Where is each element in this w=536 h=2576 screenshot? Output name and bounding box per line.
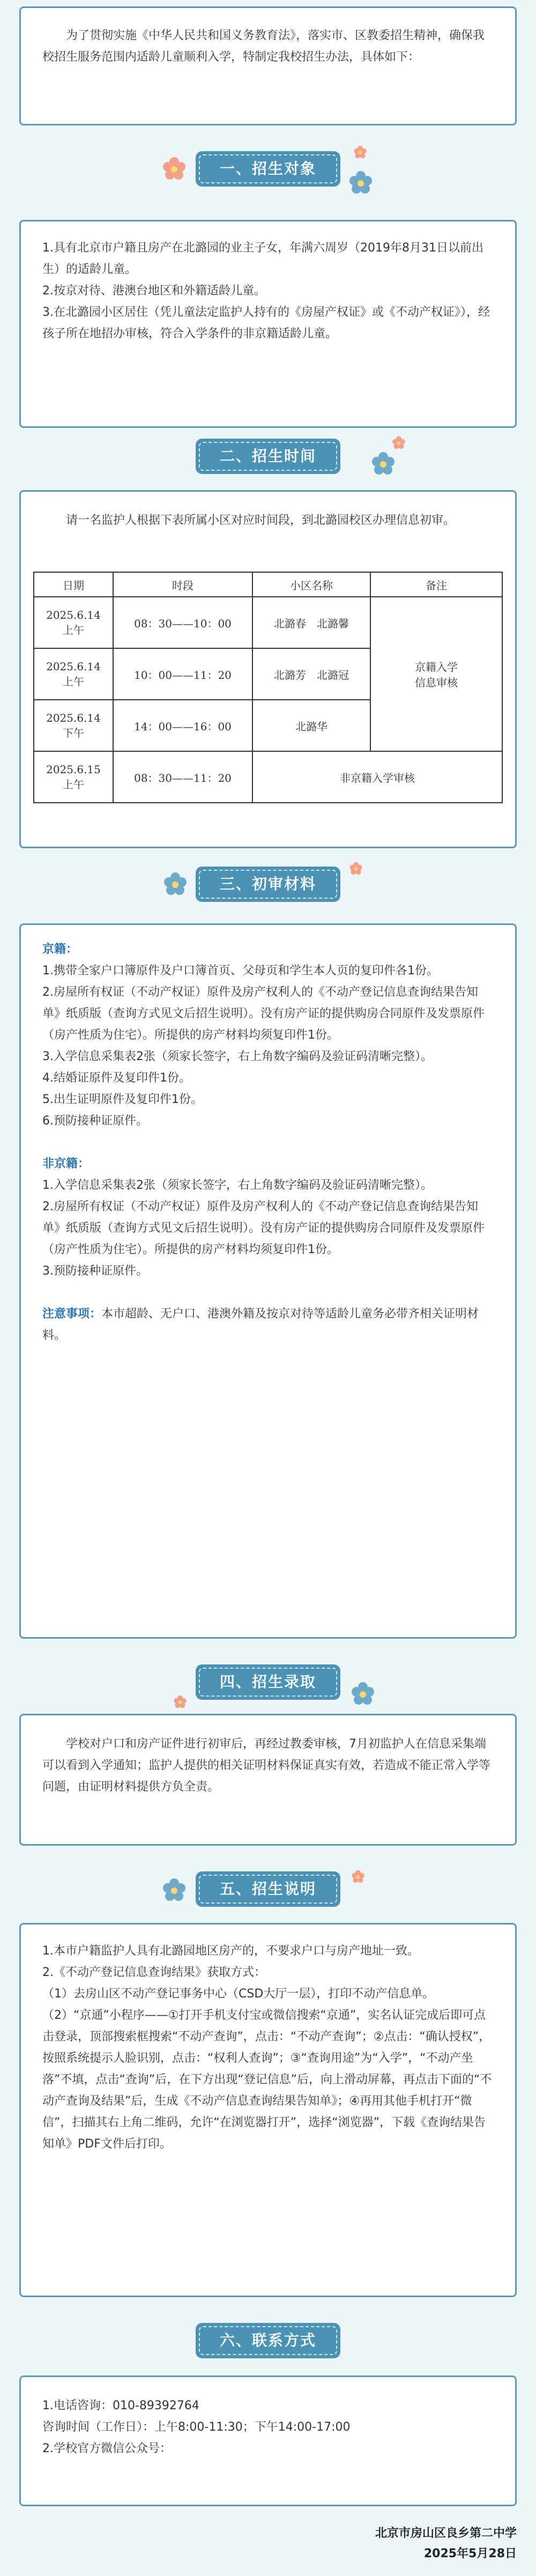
row-community: 北潞芳 北潞冠 — [252, 648, 370, 700]
row-date: 2025.6.14 — [46, 660, 101, 673]
row-time: 14：00——16：00 — [113, 700, 252, 751]
note-line-2: 信息审核 — [415, 676, 458, 689]
row-date: 2025.6.14 — [46, 608, 101, 621]
local-item: 2.房屋所有权证（不动产权证）原件及房产权利人的《不动产登记信息查询结果告知单》纸质版（查询方式见文后招生说明）。没有房产证的提供购房合同原件及发票原件（房产性质为住宅）。所提供的房产材料均须复印件1份。 — [42, 986, 485, 1042]
row-ampm: 上午 — [63, 623, 84, 636]
row-ampm: 下午 — [63, 726, 84, 739]
contact-wechat: 2.学校官方微信公众号： — [42, 2442, 172, 2455]
section-5-title: 五、招生说明 — [219, 1880, 316, 1898]
table-header: 时段 — [113, 572, 252, 597]
flower-icon — [351, 1869, 366, 1884]
footer-school: 北京市房山区良乡第二中学 — [375, 2527, 517, 2540]
table-header: 日期 — [34, 572, 113, 597]
section-6-title: 六、联系方式 — [219, 2331, 316, 2349]
flower-icon — [348, 861, 363, 876]
intro-box — [19, 6, 517, 125]
section-1-box — [19, 220, 517, 428]
section-2-intro: 请一名监护人根据下表所属小区对应时间段，到北潞园校区办理信息初审。 — [66, 514, 456, 527]
note-label: 注意事项： — [42, 1307, 102, 1321]
section-5-box — [19, 1923, 517, 2297]
flower-icon — [353, 145, 368, 160]
contact-phone: 1.电话咨询：010-89392764 — [42, 2399, 199, 2412]
section-4-box — [19, 1714, 517, 1846]
footer — [375, 2523, 517, 2564]
table-row — [34, 597, 502, 648]
section-2-title: 二、招生时间 — [219, 447, 316, 465]
section-4-text: 学校对户口和房产证件进行初审后，再经过教委审核，7月初监护人在信息采集端可以看到入学通知；监护人提供的相关证明材料保证真实有效，若造成不能正常入学等问题，由证明材料提供方负全责。 — [42, 1737, 491, 1794]
section-6-box — [19, 2375, 517, 2506]
section-1-item: 2.按京对待、港澳台地区和外籍适龄儿童。 — [42, 284, 266, 298]
section-5-item: （1）去房山区不动产登记事务中心（CSD大厅一层），打印不动产信息单。 — [42, 1987, 435, 2001]
note-line-1: 京籍入学 — [415, 661, 458, 673]
footer-date: 2025年5月28日 — [423, 2547, 517, 2560]
row-date: 2025.6.15 — [46, 763, 101, 776]
row-community: 北潞春 北潞馨 — [252, 597, 370, 648]
section-4-heading — [196, 1660, 340, 1704]
section-5-item: 2.《不动产登记信息查询结果》获取方式： — [42, 1966, 266, 1979]
intro-text: 为了贯彻实施《中华人民共和国义务教育法》，落实市、区教委招生精神，确保我校招生服务范围内适龄儿童顺利入学，特制定我校招生办法，具体如下： — [42, 29, 485, 64]
section-2-heading — [196, 434, 340, 478]
flower-icon — [161, 156, 188, 182]
local-item: 4.结婚证原件及复印件1份。 — [42, 1071, 191, 1085]
flower-icon — [161, 1877, 188, 1904]
flower-icon — [391, 435, 406, 450]
local-item: 5.出生证明原件及复印件1份。 — [42, 1093, 203, 1106]
section-5-item: 1.本市户籍监护人具有北潞园地区房产的，不要求户口与房产地址一致。 — [42, 1944, 419, 1958]
local-label: 京籍： — [42, 943, 78, 956]
row-note — [370, 597, 502, 751]
row-community: 北潞华 — [252, 700, 370, 751]
section-5-item: （2）“京通”小程序——①打开手机支付宝或微信搜索“京通”，实名认证完成后即可点击登录，顶部搜索框搜索“不动产查询”，点击：“不动产查询”；②点击：“确认授权”，按照系统提示人脸识别，点击：“权利人查询”；③“查询用途”为“入学”，“不动产坐落”不填，点击“查询”后，在下方出现“登记信息”后，向上滑动屏幕，再点击下面的“不动产查询及结果”后，生成《不动产信息查询结果告知单》；④再用其他手机打开“微信”，扫描其右上角二维码，允许“在浏览器打开”，选择“浏览器”，下载《查询结果告知单》PDF文件后打印。 — [42, 2009, 492, 2151]
section-4-title: 四、招生录取 — [219, 1673, 316, 1691]
section-1-title: 一、招生对象 — [219, 160, 316, 177]
row-ampm: 上午 — [63, 675, 84, 688]
contact-hours: 咨询时间（工作日）：上午8:00-11:30；下午14:00-17:00 — [42, 2420, 351, 2434]
table-header: 备注 — [370, 572, 502, 597]
row-time: 08：30——11：20 — [113, 751, 252, 803]
local-item: 1.携带全家户口簿原件及户口簿首页、父母页和学生本人页的复印件各1份。 — [42, 964, 438, 978]
section-3-title: 三、初审材料 — [219, 875, 316, 893]
local-item: 6.预防接种证原件。 — [42, 1114, 148, 1128]
section-3-heading — [196, 862, 340, 906]
flower-icon — [349, 1681, 376, 1707]
row-time: 10：00——11：20 — [113, 648, 252, 700]
section-1-item: 3.在北潞园小区居住（凭儿童法定监护人持有的《房屋产权证》或《不动产权证》），经孩子所在地招办审核，符合入学条件的非京籍适龄儿童。 — [42, 306, 490, 340]
flower-icon — [173, 1694, 188, 1709]
note-text: 本市超龄、无户口、港澳外籍及按京对待等适龄儿童务必带齐相关证明材料。 — [42, 1307, 479, 1342]
nonlocal-item: 3.预防接种证原件。 — [42, 1264, 148, 1278]
section-5-heading — [196, 1867, 340, 1911]
nonlocal-item: 2.房屋所有权证（不动产权证）原件及房产权利人的《不动产登记信息查询结果告知单》纸质版（查询方式见文后招生说明）。没有房产证的提供购房合同原件及发票原件（房产性质为住宅）。所提供的房产材料均须复印件1份。 — [42, 1200, 485, 1256]
section-1-heading — [196, 147, 340, 191]
local-item: 3.入学信息采集表2张（须家长签字，右上角数字编码及验证码清晰完整）。 — [42, 1050, 433, 1063]
section-1-item: 1.具有北京市户籍且房产在北潞园的业主子女，年满六周岁（2019年8月31日以前出生）的适龄儿童。 — [42, 241, 483, 276]
section-6-heading — [196, 2319, 340, 2363]
table-row — [34, 751, 502, 803]
nonlocal-label: 非京籍： — [42, 1157, 90, 1171]
row-ampm: 上午 — [63, 778, 84, 791]
note-paragraph — [42, 1304, 494, 1346]
schedule-table — [33, 572, 503, 803]
table-header: 小区名称 — [252, 572, 370, 597]
flower-icon — [370, 450, 397, 477]
section-3-box — [19, 923, 517, 1639]
flower-icon — [162, 871, 189, 898]
row-time: 08：30——10：00 — [113, 597, 252, 648]
row-community: 非京籍入学审核 — [252, 751, 502, 803]
flower-icon — [347, 169, 374, 196]
row-date: 2025.6.14 — [46, 711, 101, 724]
nonlocal-item: 1.入学信息采集表2张（须家长签字，右上角数字编码及验证码清晰完整）。 — [42, 1179, 433, 1192]
